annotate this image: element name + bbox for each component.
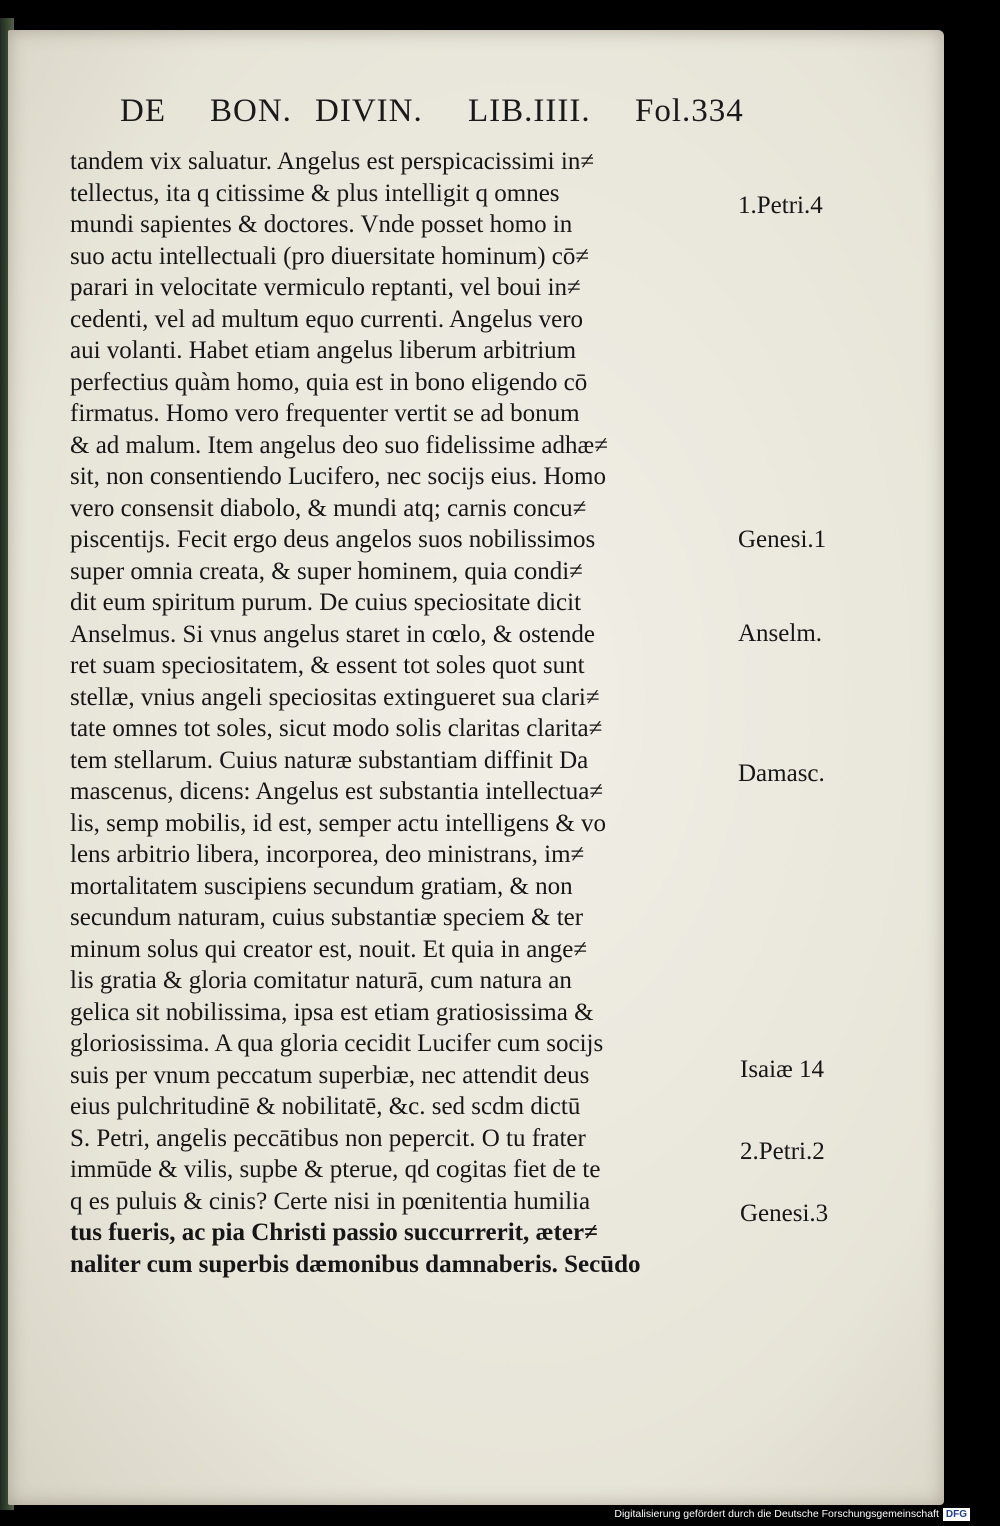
margin-note-damasc: Damasc.	[738, 760, 825, 787]
text-line: firmatus. Homo vero frequenter vertit se ad bonum	[70, 400, 580, 427]
text-line: S. Petri, angelis peccātibus non pepercit. O tu frater	[70, 1124, 586, 1152]
text-line: suo actu intellectuali (pro diuersitate hominum) cō≠	[70, 242, 590, 270]
text-line: naliter cum superbis dæmonibus damnaberis. Secūdo	[70, 1250, 641, 1278]
text-line: lis gratia & gloria comitatur naturā, cum natura an	[70, 967, 572, 994]
text-line: mortalitatem suscipiens secundum gratiam, & non	[70, 872, 573, 900]
text-line: super omnia creata, & super hominem, quia condi≠	[70, 557, 583, 585]
text-line: tellectus, ita q citissime & plus intelligit q omnes	[70, 179, 560, 207]
text-line: & ad malum. Item angelus deo suo fidelissime adhæ≠	[70, 431, 608, 459]
text-line: mundi sapientes & doctores. Vnde posset homo in	[70, 211, 573, 238]
text-line: stellæ, vnius angeli speciositas extingueret sua clari≠	[70, 683, 600, 711]
text-line: tem stellarum. Cuius naturæ substantiam diffinit Da	[70, 746, 589, 774]
body-text	[70, 146, 735, 1280]
margin-note-1-petri-4: 1.Petri.4	[738, 192, 823, 219]
text-line: Anselmus. Si vnus angelus staret in cœlo, & ostende	[70, 620, 595, 648]
digitization-credit	[614, 1506, 970, 1522]
running-header	[120, 93, 744, 135]
header-part-de: DE	[120, 93, 166, 129]
text-line: tandem vix saluatur. Angelus est perspicacissimi in≠	[70, 148, 595, 175]
text-line: lis, semp mobilis, id est, semper actu intelligens & vo	[70, 809, 607, 837]
folio-number: Fol.334	[635, 93, 744, 129]
text-line: parari in velocitate vermiculo reptanti, vel boui in≠	[70, 274, 581, 301]
text-line: secundum naturam, cuius substantiæ speciem & ter	[70, 904, 584, 931]
text-line: tate omnes tot soles, sicut modo solis claritas clarita≠	[70, 715, 603, 742]
text-line: lens arbitrio libera, incorporea, deo ministrans, im≠	[70, 841, 585, 868]
dfg-logo: DFG	[943, 1508, 970, 1521]
header-part-lib: LIB.IIII.	[468, 93, 591, 129]
text-line: dit eum spiritum purum. De cuius speciositate dicit	[70, 589, 582, 616]
text-line: sit, non consentiendo Lucifero, nec socijs eius. Homo	[70, 463, 606, 490]
text-line: vero consensit diabolo, & mundi atq; carnis concu≠	[70, 494, 587, 522]
margin-note-isaiae-14: Isaiæ 14	[740, 1056, 825, 1083]
header-part-divin: DIVIN.	[315, 93, 423, 129]
text-line: tus fueris, ac pia Christi passio succurrerit, æter≠	[70, 1219, 598, 1246]
text-line: ret suam speciositatem, & essent tot soles quot sunt	[70, 652, 585, 679]
text-line: eius pulchritudinē & nobilitatē, &c. sed scdm dictū	[70, 1093, 581, 1120]
credit-text: Digitalisierung gefördert durch die Deutsche Forschungsgemeinschaft	[614, 1508, 939, 1520]
text-line: gloriosissima. A qua gloria cecidit Lucifer cum socijs	[70, 1030, 604, 1057]
text-line: minum solus qui creator est, nouit. Et quia in ange≠	[70, 935, 588, 963]
text-line: perfectius quàm homo, quia est in bono eligendo cō	[70, 368, 588, 396]
text-line: q es puluis & cinis? Certe nisi in pœnitentia humilia	[70, 1187, 591, 1215]
margin-note-genesi-3: Genesi.3	[740, 1200, 829, 1227]
margin-note-anselm: Anselm.	[738, 620, 823, 647]
header-part-bon: BON.	[210, 93, 292, 129]
text-line: mascenus, dicens: Angelus est substantia intellectua≠	[70, 778, 604, 805]
margin-note-genesi-1: Genesi.1	[738, 526, 827, 553]
text-line: cedenti, vel ad multum equo currenti. Angelus vero	[70, 305, 584, 333]
text-line: suis per vnum peccatum superbiæ, nec attendit deus	[70, 1061, 590, 1089]
text-line: immūde & vilis, supbe & pterue, qd cogitas fiet de te	[70, 1156, 601, 1183]
text-line: gelica sit nobilissima, ipsa est etiam gratiosissima &	[70, 998, 594, 1026]
text-line: aui volanti. Habet etiam angelus liberum arbitrium	[70, 337, 577, 364]
text-line: piscentijs. Fecit ergo deus angelos suos nobilissimos	[70, 526, 596, 553]
margin-note-2-petri-2: 2.Petri.2	[740, 1138, 825, 1165]
